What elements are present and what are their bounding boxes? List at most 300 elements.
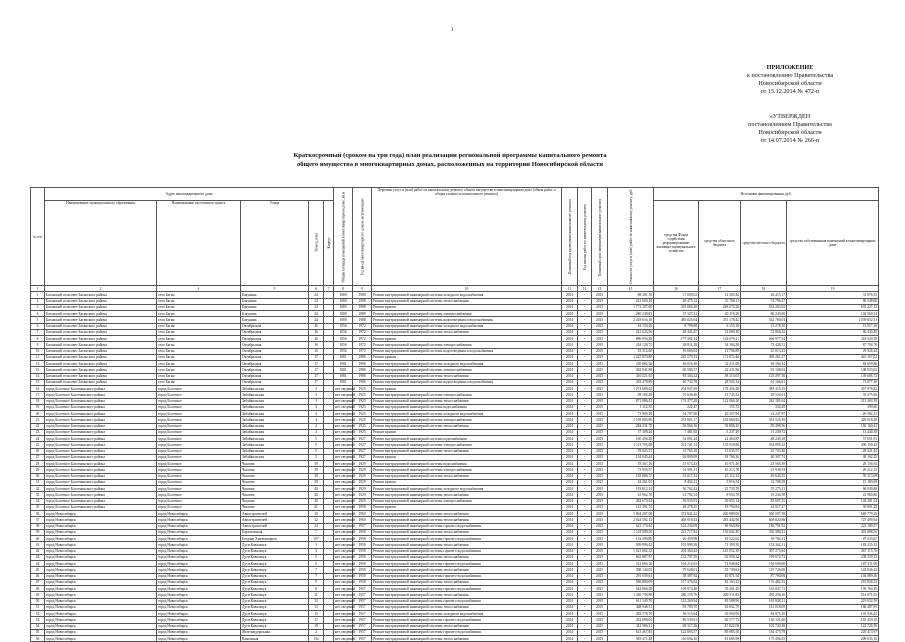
table-cell: нет сведений <box>335 405 356 410</box>
table-cell: 302 941,88 <box>608 367 654 373</box>
table-cell: - <box>578 523 592 529</box>
table-cell: 1081 <box>334 354 353 360</box>
table-cell: 61 166,61 <box>741 379 787 385</box>
table-cell: 583 471,48 <box>608 636 654 642</box>
table-cell: 1927 <box>353 454 372 460</box>
table-cell: 2015 <box>592 492 608 498</box>
table-cell: 1929 <box>353 498 372 504</box>
table-cell: 2015 <box>592 454 608 460</box>
table-cell: Бархатовская <box>241 529 309 535</box>
table-cell: 2014 <box>562 604 578 610</box>
table-cell: - <box>578 348 592 354</box>
column-number-cell: 5 <box>241 286 309 292</box>
table-cell: 1 227 879,88 <box>608 354 654 360</box>
table-cell: 2015 <box>592 529 608 535</box>
table-cell: нет сведений <box>335 524 356 529</box>
table-cell: Авиастроителей <box>241 517 309 523</box>
table-cell: Забайкальская <box>241 417 309 423</box>
table-cell: нет сведений <box>335 530 356 535</box>
table-cell: Ремонт внутридомовой инженерной системы теплоснабжения <box>372 448 562 454</box>
table-cell: 29 <box>31 467 45 473</box>
table-cell: 1056 <box>334 323 353 329</box>
table-cell: нет сведений <box>335 417 356 422</box>
table-cell: город Новосибирск <box>157 636 241 642</box>
table-cell: город Новосибирск <box>45 636 157 642</box>
table-cell: 48 475,12 <box>654 298 699 304</box>
table-cell: село Баган <box>157 323 241 329</box>
table-cell: 83 312,60 <box>608 348 654 354</box>
table-cell: 2015 <box>592 598 608 604</box>
table-cell: село Баган <box>157 304 241 310</box>
table-cell: 2015 <box>592 617 608 623</box>
header-address-group: Адрес многоквартирного дома <box>45 188 334 201</box>
table-cell: 72 948,84 <box>699 561 741 567</box>
table-cell: 1929 <box>353 486 372 492</box>
table-cell: 200 311,83 <box>699 592 741 598</box>
table-cell: 1957 <box>353 617 372 623</box>
table-cell: 39 <box>309 467 324 473</box>
table-cell: 7 <box>309 529 324 535</box>
table-cell: 2015 <box>592 486 608 492</box>
table-cell: 266 977,54 <box>741 336 787 342</box>
table-cell: 238 559,33 <box>787 554 879 560</box>
table-cell: 2014 <box>562 467 578 473</box>
table-cell: 5 <box>309 561 324 567</box>
table-cell: 13 745,52 <box>699 392 741 398</box>
table-cell: 46 016,48 <box>654 361 699 367</box>
table-cell: 2015 <box>592 411 608 417</box>
header-street: Улица <box>241 200 309 285</box>
table-cell: - <box>578 342 592 348</box>
table-cell: село Баган <box>157 342 241 348</box>
table-cell: 1929 <box>353 479 372 485</box>
table-cell: 727 409,94 <box>787 517 879 523</box>
table-cell: 1925 <box>353 417 372 423</box>
table-cell: 78 825,51 <box>608 448 654 454</box>
table-cell: город Новосибирск <box>157 579 241 585</box>
table-cell: 2015 <box>592 561 608 567</box>
table-cell: 24 <box>309 304 324 310</box>
table-cell: 48 249,18 <box>741 436 787 442</box>
table-cell: 36 <box>31 511 45 517</box>
table-cell: Дуси Ковальчук <box>241 548 309 554</box>
table-cell: 2014 <box>562 417 578 423</box>
table-cell: 1925 <box>353 386 372 392</box>
table-cell: 16 <box>309 342 324 348</box>
table-cell: город Болотное <box>157 479 241 485</box>
header-owners: средства собственников помещений в многоквартирном доме <box>787 200 879 285</box>
table-cell: 4 <box>31 311 45 317</box>
table-cell: 5 <box>309 454 324 460</box>
table-cell: 155 459,10 <box>787 617 879 623</box>
approved-block <box>725 113 855 145</box>
table-cell: 165 086,72 <box>608 473 654 479</box>
table-cell: 24 <box>309 523 324 529</box>
header-year-end: Плановый срок завершения капитального ремонта <box>592 188 608 286</box>
table-cell: 1 112,35 <box>608 404 654 410</box>
table-cell: 33 017,34 <box>654 473 699 479</box>
table-cell: 468 948,51 <box>608 604 654 610</box>
page-number: 1 <box>451 28 454 33</box>
table-cell: - <box>578 373 592 379</box>
table-cell: 3 <box>309 542 324 548</box>
table-cell: 84 975,16 <box>741 611 787 617</box>
table-cell: нет сведений <box>335 411 356 416</box>
table-cell: Баганский сельсовет Баганского района <box>45 323 157 329</box>
table-cell: город Новосибирск <box>157 536 241 542</box>
table-cell: 56 <box>31 636 45 642</box>
table-cell: Ремонт внутридомовой инженерной системы электроснабжения <box>372 498 562 504</box>
table-cell: 44 <box>31 561 45 567</box>
table-cell: - <box>578 304 592 310</box>
table-cell: город Новосибирск <box>157 629 241 635</box>
table-cell: город Новосибирск <box>157 567 241 573</box>
table-cell: 60 588,37 <box>654 367 699 373</box>
table-cell: Ремонт внутридомовой инженерной системы теплоснабжения <box>372 592 562 598</box>
table-cell: 1988 <box>353 311 372 317</box>
table-cell: 1056 <box>334 342 353 348</box>
table-cell: 26 582,31 <box>787 411 879 417</box>
table-cell: город Болотное Болотнинского района <box>45 473 157 479</box>
table-cell: 102 281,34 <box>787 498 879 504</box>
table-cell: 2014 <box>562 567 578 573</box>
table-cell: 2015 <box>592 517 608 523</box>
table-cell: Бакунина <box>241 304 309 310</box>
table-cell: 47 <box>31 579 45 585</box>
table-cell: 2015 <box>592 292 608 298</box>
table-cell: Ремонт внутридомовой инженерной системы горячего водоснабжения <box>372 617 562 623</box>
table-cell: 244 128,75 <box>608 342 654 348</box>
table-cell: 132 299,88 <box>608 536 654 542</box>
table-cell: 44 150,26 <box>608 323 654 329</box>
header-works: Перечень услуг и (или) работ по капитальному ремонту общего имущества в многоквартирном доме (объем работ и общая стоимость капитального ремонта) <box>372 188 562 286</box>
table-cell: Ремонт внутридомовой инженерной системы теплоснабжения <box>372 473 562 479</box>
column-number-cell: 9 <box>353 286 372 292</box>
column-number-cell: 16 <box>654 286 699 292</box>
table-cell: город Болотное Болотнинского района <box>45 479 157 485</box>
table-cell: - <box>578 398 592 404</box>
table-cell: город Болотное Болотнинского района <box>45 498 157 504</box>
table-cell: город Болотное Болотнинского района <box>45 504 157 510</box>
table-cell: 2015 <box>592 611 608 617</box>
table-cell: 2015 <box>592 317 608 323</box>
table-cell: 318 520,59 <box>787 336 879 342</box>
table-cell: 2015 <box>592 548 608 554</box>
table-cell: 1957 <box>353 586 372 592</box>
table-cell: 15 765,10 <box>654 448 699 454</box>
table-cell: - <box>578 392 592 398</box>
table-cell: 1958 <box>353 504 372 510</box>
table-cell: город Болотное Болотнинского района <box>45 404 157 410</box>
table-cell: город Болотное <box>157 436 241 442</box>
column-number-cell: 4 <box>157 286 241 292</box>
table-cell: город Болотное <box>157 486 241 492</box>
table-cell: 83 304,32 <box>654 373 699 379</box>
table-cell: 1986 <box>353 373 372 379</box>
table-cell: 1972 <box>353 348 372 354</box>
table-cell: город Новосибирск <box>157 511 241 517</box>
table-cell: 2014 <box>562 379 578 385</box>
table-cell: 39 <box>309 479 324 485</box>
header-house: Номер дома <box>309 200 324 285</box>
table-cell: 2014 <box>562 342 578 348</box>
table-cell: 15 <box>309 611 324 617</box>
table-cell: 2014 <box>562 411 578 417</box>
table-cell: город Болотное <box>157 461 241 467</box>
table-cell: Бакунина <box>241 298 309 304</box>
table-cell: 37 409,24 <box>608 429 654 435</box>
table-cell: - <box>578 529 592 535</box>
table-cell: 2015 <box>592 567 608 573</box>
table-cell: город Новосибирск <box>45 611 157 617</box>
table-cell: - <box>578 367 592 373</box>
table-cell: 40 871,54 <box>699 573 741 579</box>
table-cell: город Болотное Болотнинского района <box>45 392 157 398</box>
table-cell: 1957 <box>353 592 372 598</box>
table-cell: 2014 <box>562 492 578 498</box>
table-cell: 241 623,56 <box>608 329 654 335</box>
table-cell: 2015 <box>592 429 608 435</box>
table-cell: Баганский сельсовет Баганского района <box>45 329 157 335</box>
table-cell: - <box>578 379 592 385</box>
table-cell: Баганский сельсовет Баганского района <box>45 379 157 385</box>
table-cell: город Новосибирск <box>45 511 157 517</box>
table-cell: нет сведений <box>335 436 356 441</box>
column-number-cell: 15 <box>608 286 654 292</box>
table-cell: Ремонт внутридомовой инженерной системы холодного водоснабжения <box>372 361 562 367</box>
table-cell: 14 <box>31 373 45 379</box>
table-cell: 1986 <box>353 361 372 367</box>
table-cell: 2014 <box>562 561 578 567</box>
appendix-line: от 15.12.2014 № 472-п <box>760 88 820 95</box>
table-cell: 19 <box>309 623 324 629</box>
table-cell: 608 820,86 <box>741 517 787 523</box>
column-number-cell: 11 <box>562 286 578 292</box>
table-cell: 2015 <box>592 304 608 310</box>
table-cell: 13 <box>309 598 324 604</box>
table-cell: - <box>578 454 592 460</box>
table-cell: Октябрьская <box>241 367 309 373</box>
table-cell: 1957 <box>353 604 372 610</box>
table-cell: 262 181,64 <box>741 398 787 404</box>
table-cell: 2014 <box>562 573 578 579</box>
table-cell: город Болотное <box>157 398 241 404</box>
table-cell: 11 706,89 <box>699 348 741 354</box>
table-cell: 33 780,11 <box>699 298 741 304</box>
table-cell: 85 498,56 <box>741 423 787 429</box>
table-cell: 11 <box>309 586 324 592</box>
table-cell: 72 796,27 <box>741 298 787 304</box>
table-cell: 85 588,96 <box>699 598 741 604</box>
table-cell: 1081 <box>334 379 353 385</box>
table-cell: Чкалова <box>241 498 309 504</box>
table-cell: 13 278,10 <box>741 323 787 329</box>
table-cell: 175 456,03 <box>741 636 787 642</box>
table-cell: 40 <box>31 536 45 542</box>
table-cell: город Болотное <box>157 392 241 398</box>
table-cell: 1929 <box>353 492 372 498</box>
table-cell: 68 317,26 <box>654 623 699 629</box>
table-cell: Ремонт внутридомовой инженерной системы электроснабжения <box>372 311 562 317</box>
table-cell: нет сведений <box>335 561 356 566</box>
table-cell: 48 <box>31 586 45 592</box>
table-cell: Ремонт внутридомовой инженерной системы горячего водоснабжения <box>372 548 562 554</box>
table-cell: - <box>578 386 592 392</box>
table-cell: 55 739,61 <box>699 567 741 573</box>
table-cell: город Болотное Болотнинского района <box>45 386 157 392</box>
table-cell: 2014 <box>562 629 578 635</box>
table-cell: 2 024 592,13 <box>608 517 654 523</box>
table-cell: нет сведений <box>335 511 356 516</box>
table-cell: 153 362,31 <box>741 542 787 548</box>
table-cell: город Болотное <box>157 448 241 454</box>
table-cell: город Новосибирск <box>45 567 157 573</box>
table-cell: нет сведений <box>335 536 356 541</box>
table-cell: 65 652,79 <box>699 604 741 610</box>
table-cell: 19 234,58 <box>741 492 787 498</box>
table-cell: Ремонт внутридомовой инженерной системы водоснабжения <box>372 404 562 410</box>
table-cell: Забайкальская <box>241 411 309 417</box>
table-cell: город Болотное Болотнинского района <box>45 436 157 442</box>
table-cell: 13 440,38 <box>787 429 879 435</box>
table-cell: 15 183,69 <box>787 479 879 485</box>
table-cell: 2014 <box>562 398 578 404</box>
table-cell: 2014 <box>562 511 578 517</box>
table-cell: нет сведений <box>335 492 356 497</box>
table-cell: 2015 <box>592 629 608 635</box>
table-cell: 5 <box>309 448 324 454</box>
table-cell: - <box>578 436 592 442</box>
table-cell: 160 456,20 <box>608 436 654 442</box>
table-cell: 86 548,68 <box>787 298 879 304</box>
table-cell: 82 163,21 <box>699 579 741 585</box>
table-cell: 141 391,74 <box>608 504 654 510</box>
table-cell: нет сведений <box>335 455 356 460</box>
table-cell: 1958 <box>353 573 372 579</box>
table-cell: 124 076,11 <box>699 336 741 342</box>
table-cell: 5 <box>309 436 324 442</box>
table-cell: 2015 <box>592 536 608 542</box>
table-cell: 1929 <box>353 473 372 479</box>
table-cell: 2014 <box>562 404 578 410</box>
table-cell: 21 <box>31 417 45 423</box>
table-cell: 586 880,09 <box>608 579 654 585</box>
column-number-cell: 13 <box>592 286 608 292</box>
table-cell: Ремонт крыши <box>372 454 562 460</box>
table-cell: 141 018,09 <box>741 604 787 610</box>
table-cell: 1080 <box>334 292 353 298</box>
document-title-line: общего имущества в многоквартирных домах, расположенных на территории Новосибирской области <box>296 160 604 168</box>
table-cell: 28 278,35 <box>654 504 699 510</box>
table-cell: Чкалова <box>241 473 309 479</box>
table-cell: Забайкальская <box>241 442 309 448</box>
table-cell: Железнодорожная <box>241 629 309 635</box>
table-cell: 2015 <box>592 329 608 335</box>
table-cell: 209 635,16 <box>787 636 879 642</box>
table-cell: 34 184,38 <box>699 342 741 348</box>
table-cell: 57 327,31 <box>654 311 699 317</box>
table-cell: 12 792,54 <box>654 492 699 498</box>
header-fund: средства Фонда содействия реформированию жилищно-коммунального хозяйства <box>654 200 699 285</box>
table-cell: 1986 <box>353 354 372 360</box>
table-cell: Дуси Ковальчук <box>241 623 309 629</box>
table-cell: - <box>578 448 592 454</box>
table-cell: город Новосибирск <box>45 536 157 542</box>
table-cell: 2014 <box>562 454 578 460</box>
table-cell: 2014 <box>562 636 578 642</box>
table-cell: 73 077,36 <box>787 379 879 385</box>
table-cell: 40 <box>309 498 324 504</box>
table-cell: Чкалова <box>241 479 309 485</box>
table-cell: город Новосибирск <box>157 586 241 592</box>
table-cell: 31 <box>31 479 45 485</box>
table-cell: 2015 <box>592 323 608 329</box>
table-cell: 485 025,64 <box>654 317 699 323</box>
table-cell: 92 958,32 <box>699 554 741 560</box>
table-cell: нет сведений <box>335 636 356 641</box>
table-cell: город Болотное Болотнинского района <box>45 492 157 498</box>
table-cell: 23 112,14 <box>699 473 741 479</box>
table-cell: 39 560,95 <box>699 611 741 617</box>
table-cell: село Баган <box>157 367 241 373</box>
table-cell: Ремонт внутридомовой инженерной системы теплоснабжения <box>372 492 562 498</box>
table-cell: 91 108,63 <box>741 367 787 373</box>
table-cell: Баганский сельсовет Баганского района <box>45 304 157 310</box>
table-cell: 57 651,91 <box>787 436 879 442</box>
table-cell: Ремонт внутридомовой инженерной системы горячего водоснабжения <box>372 573 562 579</box>
table-cell: 22 <box>31 423 45 429</box>
table-cell: 1081 <box>334 373 353 379</box>
table-cell: 2015 <box>592 511 608 517</box>
table-cell: нет сведений <box>335 499 356 504</box>
table-cell: 26 212,15 <box>787 467 879 473</box>
table-cell: 2014 <box>562 611 578 617</box>
table-cell: 1958 <box>353 567 372 573</box>
table-cell: 2014 <box>562 517 578 523</box>
table-cell: 130 121,60 <box>741 617 787 623</box>
table-cell: 30 <box>31 473 45 479</box>
table-cell: 2014 <box>562 536 578 542</box>
table-cell: 19 636,46 <box>654 392 699 398</box>
table-cell: 2015 <box>592 604 608 610</box>
table-cell: 11 <box>309 592 324 598</box>
table-cell: 2014 <box>562 367 578 373</box>
table-cell: 1925 <box>353 392 372 398</box>
table-cell: 71 399,50 <box>699 542 741 548</box>
table-cell: нет сведений <box>335 517 356 522</box>
table-cell: Ремонт внутридомовой инженерной системы теплоснабжения <box>372 298 562 304</box>
table-cell: 1988 <box>353 304 372 310</box>
table-cell: 8 <box>31 336 45 342</box>
table-cell: 1958 <box>353 561 372 567</box>
table-cell: 1081 <box>334 367 353 373</box>
table-cell: 107 <box>309 536 324 542</box>
column-number-cell: 12 <box>578 286 592 292</box>
table-cell: 17 609,02 <box>654 292 699 298</box>
table-cell: 79 628,01 <box>654 567 699 573</box>
table-cell: город Болотное <box>157 429 241 435</box>
column-number-cell: 1 <box>31 286 45 292</box>
table-cell: Ремонт внутридомовой инженерной системы теплоснабжения <box>372 567 562 573</box>
table-cell: Каменская <box>241 636 309 642</box>
table-cell: 13 <box>31 367 45 373</box>
table-cell: 1 864 207,08 <box>608 511 654 517</box>
table-cell: 15а <box>309 636 324 642</box>
table-cell: 2014 <box>562 298 578 304</box>
table-cell: 3 <box>309 386 324 392</box>
table-cell: 22 247,97 <box>741 411 787 417</box>
approved-title: «УТВЕРЖДЕН <box>769 113 811 120</box>
